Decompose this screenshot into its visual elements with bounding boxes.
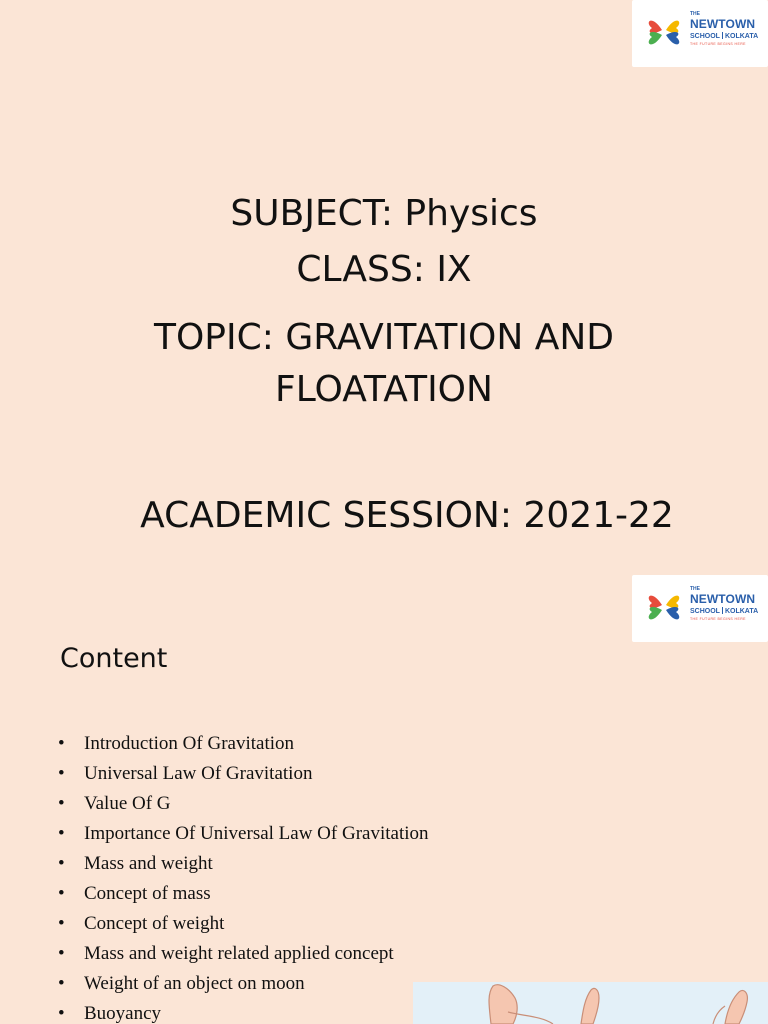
list-item (58, 789, 429, 819)
list-item (58, 999, 429, 1024)
logo-the: THE (690, 586, 700, 592)
list-item (58, 879, 429, 909)
list-item (58, 909, 429, 939)
school-logo (632, 575, 768, 642)
school-logo (632, 0, 768, 67)
bullet-icon: • (58, 883, 65, 904)
bullet-icon: • (58, 823, 65, 844)
logo-tagline: THE FUTURE BEGINS HERE (690, 42, 746, 46)
content-list (58, 729, 429, 1024)
list-item (58, 969, 429, 999)
school-logo-wordmark (690, 12, 764, 47)
logo-divider (722, 32, 723, 39)
list-item-label: Importance Of Universal Law Of Gravitation (84, 823, 429, 844)
content-heading: Content (60, 643, 168, 674)
school-logo-icon (642, 585, 686, 631)
bullet-icon: • (58, 1003, 65, 1024)
logo-divider (722, 607, 723, 614)
list-item-label: Mass and weight (84, 853, 213, 874)
bullet-icon: • (58, 913, 65, 934)
logo-city: KOLKATA (724, 608, 759, 615)
topic-title: TOPIC: GRAVITATION AND FLOATATION (153, 317, 614, 410)
hand-illustration (413, 982, 768, 1024)
bullet-icon: • (58, 943, 65, 964)
logo-school-row (690, 607, 764, 615)
academic-session-title: ACADEMIC SESSION: 2021-22 (140, 495, 674, 536)
list-item-label: Concept of mass (84, 883, 211, 904)
school-logo-icon (642, 10, 686, 56)
list-item (58, 939, 429, 969)
class-title: CLASS: IX (296, 249, 472, 290)
subject-title: SUBJECT: Physics (230, 193, 538, 234)
logo-city: KOLKATA (724, 33, 759, 40)
content-slide (0, 575, 768, 1024)
logo-the: THE (690, 11, 700, 17)
list-item-label: Buoyancy (84, 1003, 162, 1024)
list-item (58, 729, 429, 759)
logo-school: SCHOOL (690, 608, 720, 615)
bullet-icon: • (58, 793, 65, 814)
bullet-icon: • (58, 733, 65, 754)
bullet-icon: • (58, 853, 65, 874)
bullet-icon: • (58, 763, 65, 784)
list-item-label: Concept of weight (84, 913, 225, 934)
list-item (58, 849, 429, 879)
list-item-label: Universal Law Of Gravitation (84, 763, 313, 784)
list-item-label: Value Of G (84, 793, 171, 814)
logo-name: NEWTOWN (690, 592, 756, 606)
logo-tagline: THE FUTURE BEGINS HERE (690, 617, 746, 621)
bullet-icon: • (58, 973, 65, 994)
list-item-label: Introduction Of Gravitation (84, 733, 295, 754)
hand-illustration-icon (413, 982, 768, 1024)
school-logo-wordmark (690, 587, 764, 622)
logo-school-row (690, 32, 764, 40)
list-item-label: Weight of an object on moon (84, 973, 305, 994)
list-item-label: Mass and weight related applied concept (84, 943, 394, 964)
list-item (58, 819, 429, 849)
logo-name: NEWTOWN (690, 17, 756, 31)
logo-school: SCHOOL (690, 33, 720, 40)
list-item (58, 759, 429, 789)
